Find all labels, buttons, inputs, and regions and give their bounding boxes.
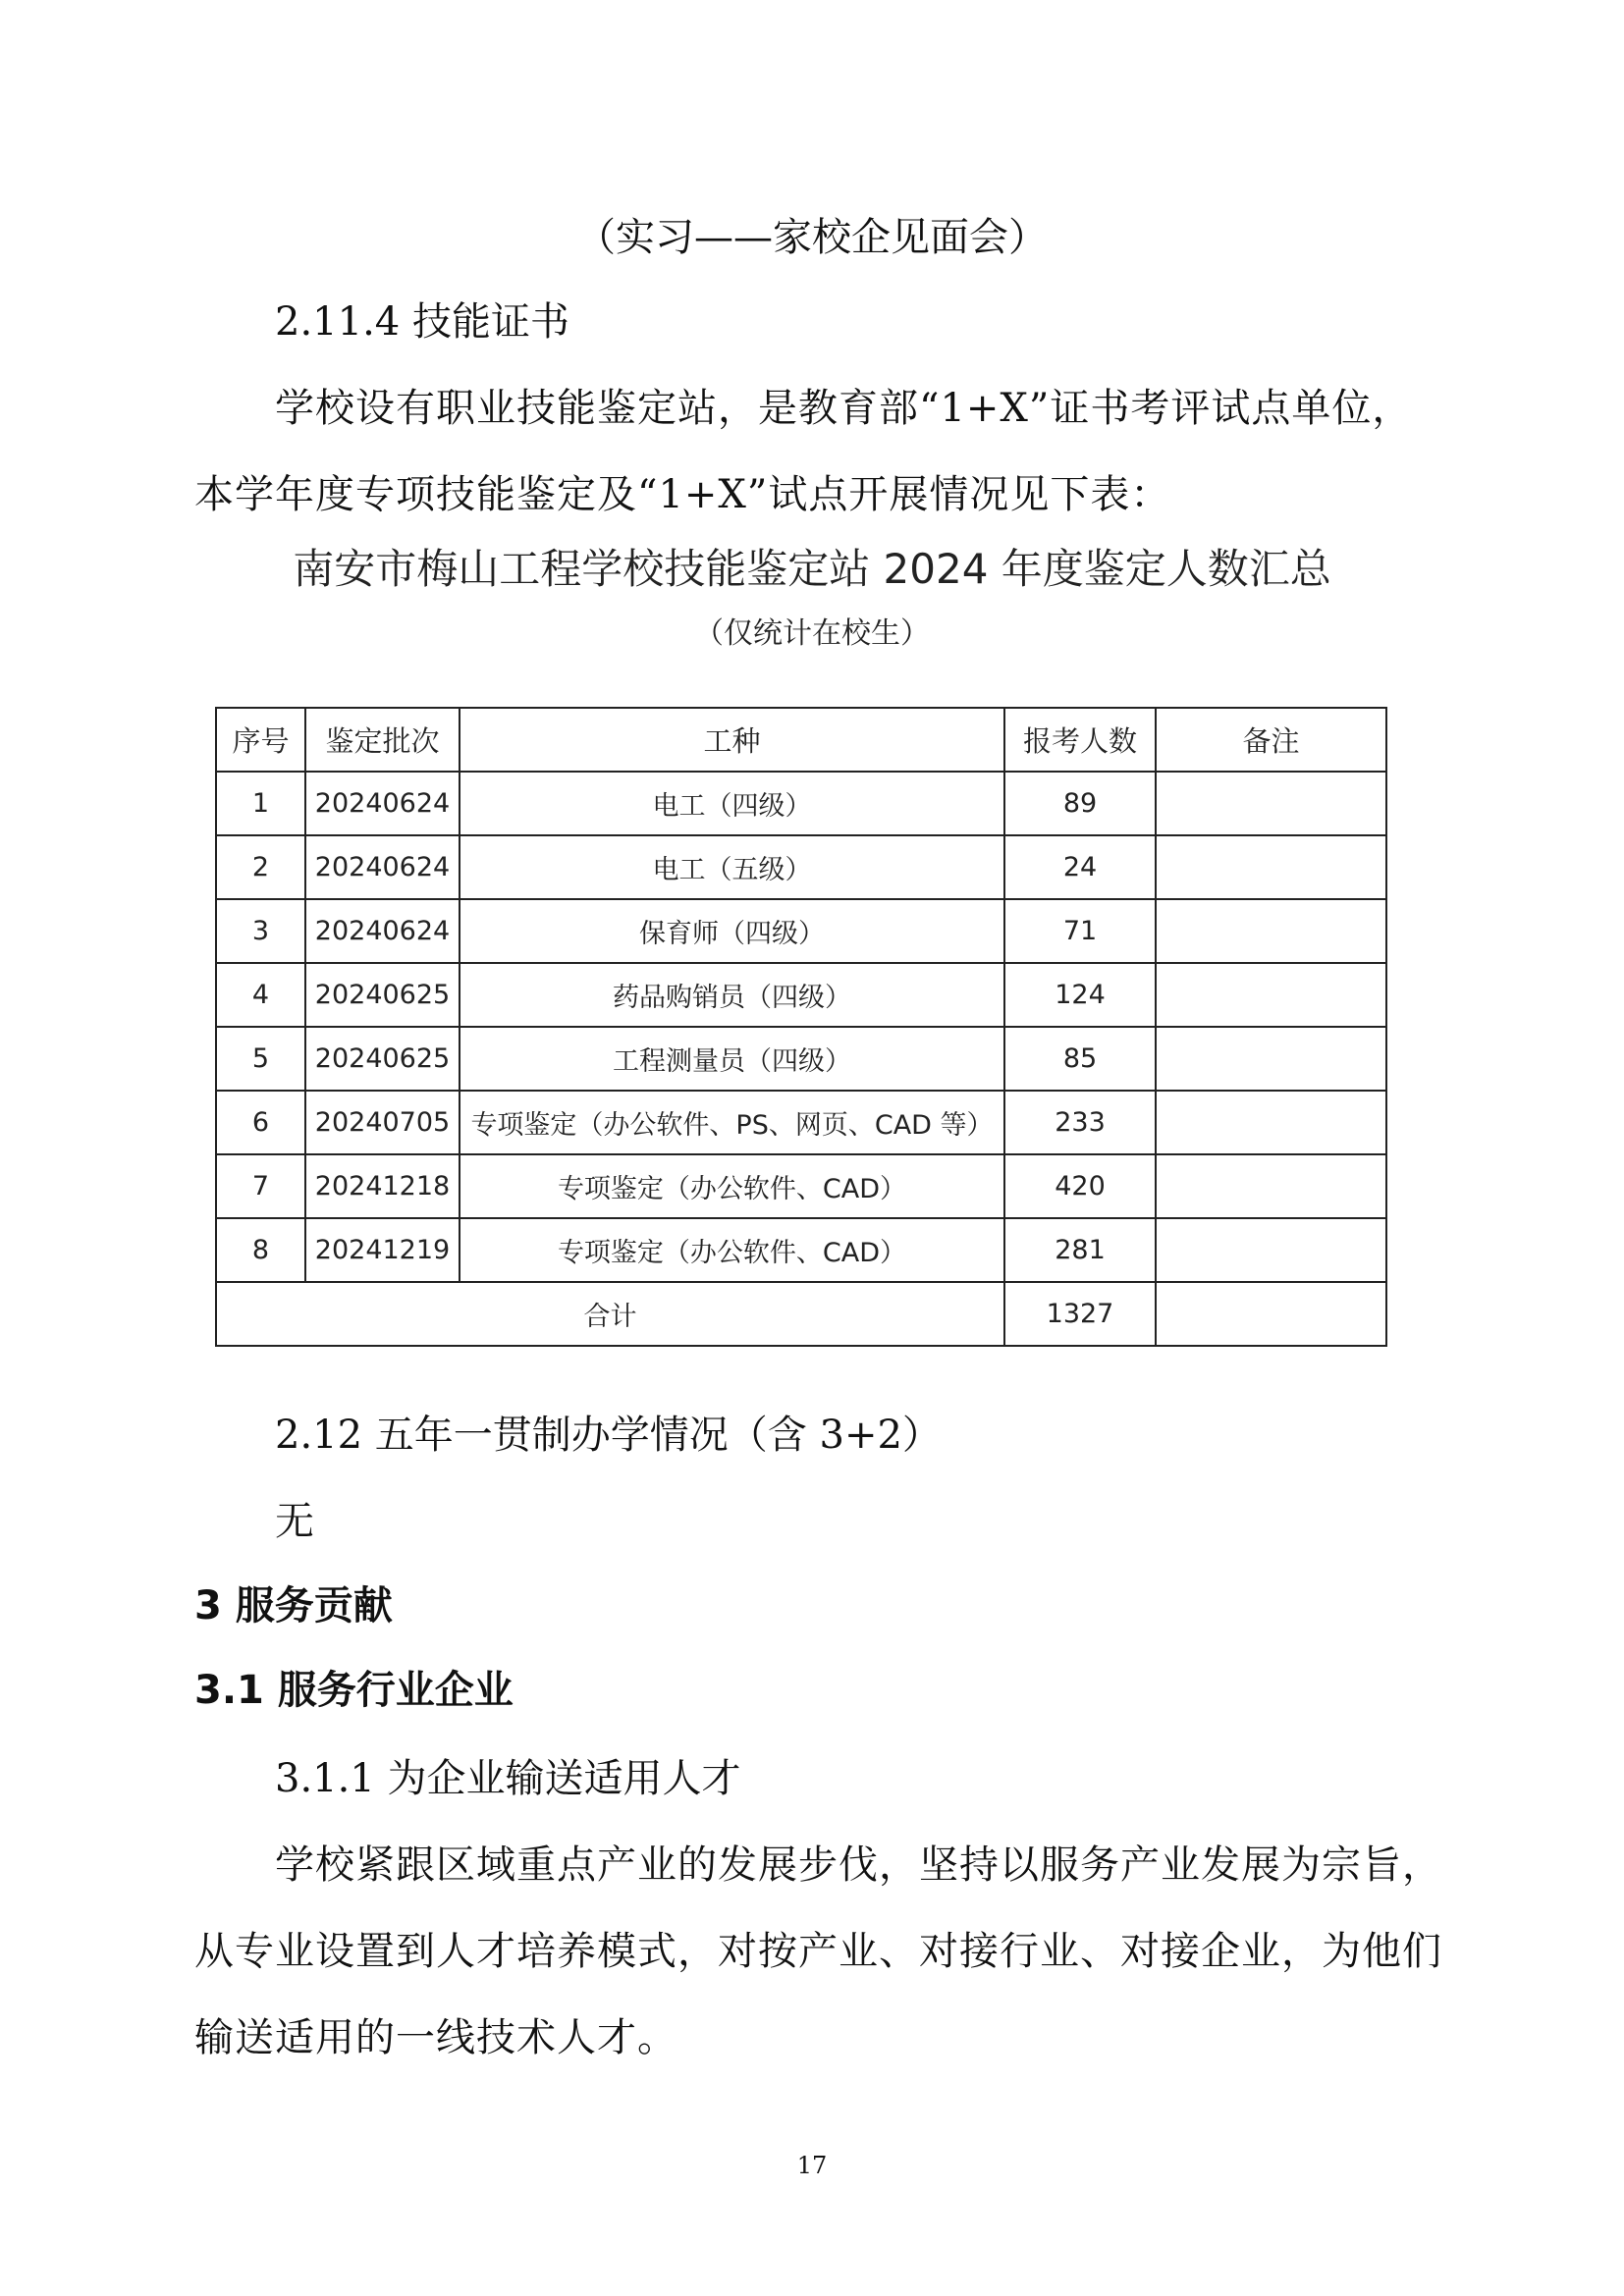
cell-job-type: 专项鉴定（办公软件、PS、网页、CAD 等）	[460, 1091, 1004, 1154]
cell-serial: 6	[216, 1091, 305, 1154]
cell-note	[1156, 1154, 1386, 1218]
header-job-type: 工种	[460, 708, 1004, 772]
photo-caption: （实习——家校企见面会）	[576, 215, 1048, 260]
header-remarks: 备注	[1156, 708, 1386, 772]
header-batch: 鉴定批次	[305, 708, 460, 772]
cell-batch: 20240625	[305, 1027, 460, 1091]
cell-count: 233	[1004, 1091, 1156, 1154]
table-header-row	[216, 708, 1386, 772]
page-number: 17	[796, 2152, 828, 2179]
cell-count: 420	[1004, 1154, 1156, 1218]
paragraph-line: 学校紧跟区域重点产业的发展步伐，坚持以服务产业发展为宗旨，	[275, 1842, 1442, 1888]
cell-batch: 20240705	[305, 1091, 460, 1154]
cell-count: 281	[1004, 1218, 1156, 1282]
cell-serial: 1	[216, 772, 305, 835]
cell-count: 24	[1004, 835, 1156, 899]
cell-note	[1156, 899, 1386, 963]
cell-job-type: 专项鉴定（办公软件、CAD）	[460, 1154, 1004, 1218]
table-row	[216, 772, 1386, 835]
cell-serial: 3	[216, 899, 305, 963]
cell-count: 89	[1004, 772, 1156, 835]
cell-job-type: 专项鉴定（办公软件、CAD）	[460, 1218, 1004, 1282]
cell-job-type: 电工（四级）	[460, 772, 1004, 835]
cell-job-type: 电工（五级）	[460, 835, 1004, 899]
cell-batch: 20240624	[305, 772, 460, 835]
header-serial: 序号	[216, 708, 305, 772]
section-heading-2-11-4: 2.11.4 技能证书	[275, 299, 569, 345]
header-applicant-count: 报考人数	[1004, 708, 1156, 772]
cell-job-type: 保育师（四级）	[460, 899, 1004, 963]
cell-batch: 20240624	[305, 835, 460, 899]
cell-job-type: 工程测量员（四级）	[460, 1027, 1004, 1091]
cell-batch: 20240624	[305, 899, 460, 963]
table-row	[216, 835, 1386, 899]
cell-serial: 7	[216, 1154, 305, 1218]
cell-note	[1156, 1218, 1386, 1282]
paragraph-line: 本学年度专项技能鉴定及“1+X”试点开展情况见下表：	[194, 472, 1171, 517]
table-row	[216, 1091, 1386, 1154]
cell-serial: 8	[216, 1218, 305, 1282]
paragraph-line: 学校设有职业技能鉴定站，是教育部“1+X”证书考评试点单位，	[275, 386, 1413, 431]
table-row	[216, 1154, 1386, 1218]
cell-note	[1156, 772, 1386, 835]
cell-note	[1156, 963, 1386, 1027]
total-count: 1327	[1004, 1282, 1156, 1346]
total-label: 合计	[216, 1282, 1004, 1346]
cell-batch: 20241219	[305, 1218, 460, 1282]
table-row	[216, 963, 1386, 1027]
table-row	[216, 1027, 1386, 1091]
table-title: 南安市梅山工程学校技能鉴定站 2024 年度鉴定人数汇总	[293, 545, 1331, 593]
cell-batch: 20240625	[305, 963, 460, 1027]
cell-note	[1156, 835, 1386, 899]
cell-count: 124	[1004, 963, 1156, 1027]
total-note	[1156, 1282, 1386, 1346]
appraisal-summary-table	[215, 707, 1387, 1347]
cell-serial: 4	[216, 963, 305, 1027]
paragraph-line: 从专业设置到人才培养模式，对按产业、对接行业、对接企业，为他们	[194, 1929, 1442, 1974]
cell-count: 85	[1004, 1027, 1156, 1091]
table-total-row	[216, 1282, 1386, 1346]
section-heading-3-1-1: 3.1.1 为企业输送适用人才	[275, 1756, 741, 1801]
cell-note	[1156, 1091, 1386, 1154]
section-heading-2-12: 2.12 五年一贯制办学情况（含 3+2）	[275, 1413, 942, 1458]
section-heading-3-1: 3.1 服务行业企业	[194, 1668, 514, 1713]
cell-batch: 20241218	[305, 1154, 460, 1218]
section-2-12-body: 无	[275, 1499, 314, 1544]
cell-count: 71	[1004, 899, 1156, 963]
cell-job-type: 药品购销员（四级）	[460, 963, 1004, 1027]
cell-note	[1156, 1027, 1386, 1091]
cell-serial: 5	[216, 1027, 305, 1091]
table-subtitle: （仅统计在校生）	[694, 616, 930, 651]
table-row	[216, 899, 1386, 963]
paragraph-line: 输送适用的一线技术人才。	[194, 2015, 677, 2060]
cell-serial: 2	[216, 835, 305, 899]
table-row	[216, 1218, 1386, 1282]
section-heading-3: 3 服务贡献	[194, 1583, 393, 1629]
